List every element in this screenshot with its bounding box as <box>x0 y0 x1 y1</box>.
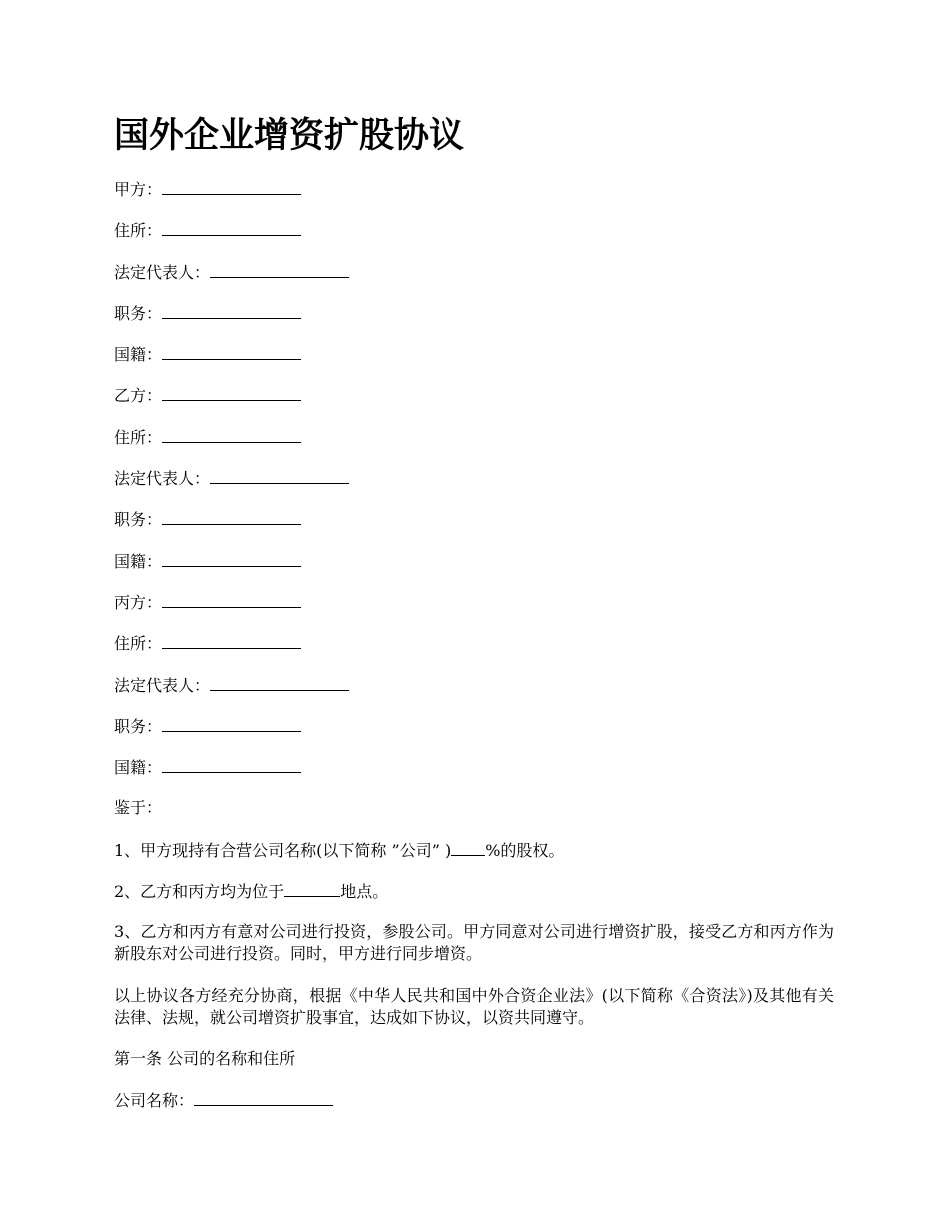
recital-2-location-blank <box>284 880 340 897</box>
party-a-legal-rep-blank <box>210 261 349 278</box>
party-a-position-label: 职务： <box>114 303 163 323</box>
recital-2-text-post: 地点。 <box>340 882 389 902</box>
party-b-legal-rep-label: 法定代表人： <box>114 469 211 489</box>
party-a-position-field <box>114 302 834 324</box>
party-c-address-label: 住所： <box>114 634 163 654</box>
party-c-label: 丙方： <box>114 592 163 612</box>
party-c-nationality-blank <box>162 756 301 773</box>
recital-1 <box>114 839 834 861</box>
party-b-position-label: 职务： <box>114 510 163 530</box>
document-body <box>114 108 834 1131</box>
party-b-blank <box>162 384 301 401</box>
party-a-nationality-blank <box>162 343 301 360</box>
party-c-address-blank <box>162 632 301 649</box>
party-b-address-label: 住所： <box>114 427 163 447</box>
party-c-legal-rep-field <box>114 674 834 696</box>
party-a-legal-rep-field <box>114 261 834 283</box>
party-b-nationality-blank <box>162 550 301 567</box>
recital-1-percent-blank <box>451 839 485 856</box>
preamble-paragraph: 以上协议各方经充分协商，根据《中华人民共和国中外合资企业法》(以下简称《合资法》)及其他有关法律、法规，就公司增资扩股事宜，达成如下协议，以资共同遵守。 <box>114 985 834 1027</box>
party-a-position-blank <box>162 302 301 319</box>
recital-2 <box>114 880 834 902</box>
company-name-label: 公司名称： <box>114 1091 195 1111</box>
party-c-field <box>114 591 834 613</box>
party-a-nationality-label: 国籍： <box>114 345 163 365</box>
party-b-address-blank <box>162 426 301 443</box>
party-c-legal-rep-blank <box>210 674 349 691</box>
company-name-field <box>114 1089 834 1111</box>
party-a-address-label: 住所： <box>114 221 163 241</box>
recital-2-text-pre: 2、乙方和丙方均为位于 <box>114 882 285 902</box>
party-c-address-field <box>114 632 834 654</box>
party-a-address-field <box>114 219 834 241</box>
party-b-position-field <box>114 508 834 530</box>
party-c-position-field <box>114 715 834 737</box>
party-b-address-field <box>114 426 834 448</box>
party-b-position-blank <box>162 508 301 525</box>
party-b-nationality-field <box>114 550 834 572</box>
party-b-legal-rep-field <box>114 467 834 489</box>
party-a-nationality-field <box>114 343 834 365</box>
party-a-blank <box>162 178 301 195</box>
party-a-label: 甲方： <box>114 180 163 199</box>
party-c-position-label: 职务： <box>114 716 163 736</box>
party-b-nationality-label: 国籍： <box>114 551 163 571</box>
party-b-field <box>114 384 834 406</box>
party-b-label: 乙方： <box>114 386 163 406</box>
party-c-position-blank <box>162 715 301 732</box>
document-title: 国外企业增资扩股协议 <box>114 115 465 156</box>
recital-3: 3、乙方和丙方有意对公司进行投资，参股公司。甲方同意对公司进行增资扩股，接受乙方和丙方作为新股东对公司进行投资。同时，甲方进行同步增资。 <box>114 922 834 964</box>
recital-1-text-pre: 1、甲方现持有合营公司名称(以下简称 ”公司” ) <box>114 840 452 860</box>
party-c-legal-rep-label: 法定代表人： <box>114 675 211 695</box>
party-b-legal-rep-blank <box>210 467 349 484</box>
party-c-nationality-field <box>114 756 834 778</box>
party-c-nationality-label: 国籍： <box>114 758 163 778</box>
company-name-blank <box>194 1089 333 1106</box>
party-a-legal-rep-label: 法定代表人： <box>114 262 211 282</box>
party-a-field <box>114 178 834 200</box>
article-1-heading: 第一条 公司的名称和住所 <box>114 1048 296 1068</box>
party-c-blank <box>162 591 301 608</box>
whereas-heading: 鉴于： <box>114 798 163 818</box>
recital-1-text-post: %的股权。 <box>485 840 565 860</box>
party-a-address-blank <box>162 219 301 236</box>
